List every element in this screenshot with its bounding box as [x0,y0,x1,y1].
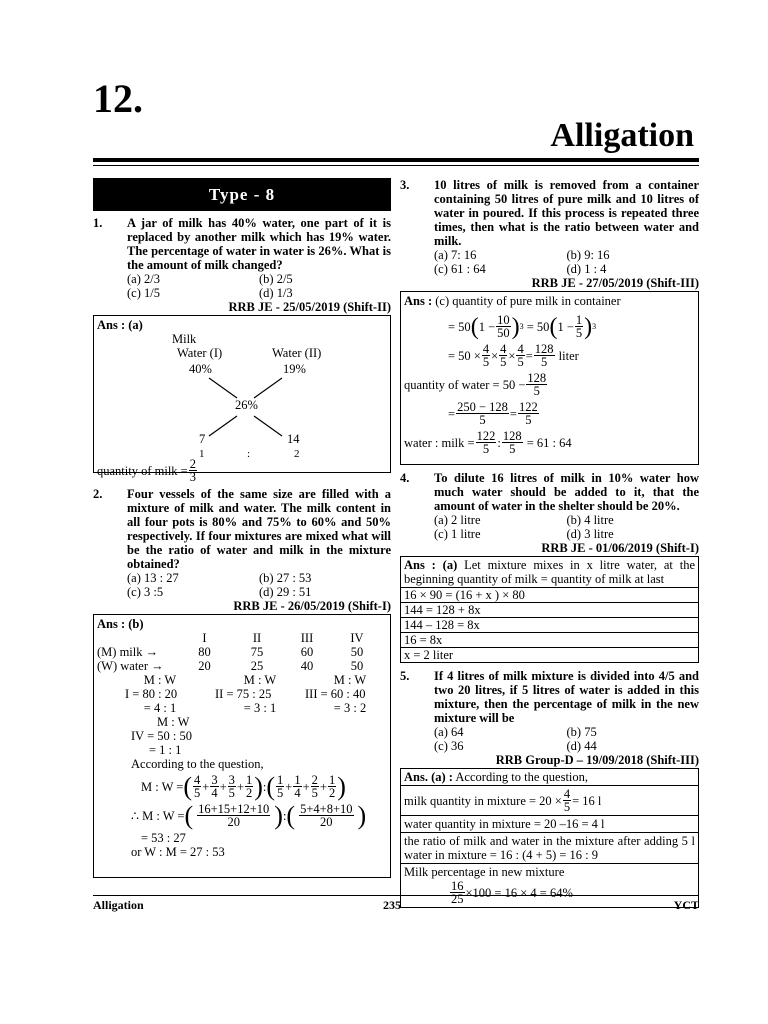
option: (c) 61 : 64 [434,262,486,276]
numerator: 1 [328,773,336,787]
answer-5 [400,768,699,908]
fraction [299,803,353,828]
options-4 [400,513,699,541]
mw-eq-label: M : W = [141,779,184,794]
according-text: According to the question, [131,757,264,771]
denominator: 4 [294,786,301,800]
option: (b) 9: 16 [566,248,610,262]
option: (d) 29 : 51 [259,585,312,599]
ratio-line: II = 75 : 25 [215,687,272,701]
numerator: 4 [563,787,571,801]
diff-2: 14 [287,432,300,446]
expr-text: = 16 l [572,793,602,808]
numerator: 1 [294,773,301,787]
fraction [228,774,236,799]
option: (d) 3 litre [566,527,614,541]
answer-2 [93,614,391,878]
question-number: 1. [93,216,103,230]
answer-head: Ans. (a) : [404,770,453,784]
option: (a) 64 [434,725,464,739]
mw-label-4: M : W [157,715,190,729]
denominator: 5 [575,326,583,340]
option: (d) 1 : 4 [566,262,607,276]
ratio-simplified: = 3 : 1 [243,701,277,715]
milk-quantity [401,785,698,815]
numerator: 122 [518,400,538,414]
answer-head: Ans : [404,294,433,308]
exponent: 3 [519,321,524,331]
fraction [534,343,555,368]
page-number: 235 [383,898,401,912]
fraction [193,774,201,799]
denominator: 5 [311,786,318,800]
answer-head: Ans : (a) [97,318,143,332]
option: (b) 75 [566,725,597,739]
milk-label: Milk [172,332,197,346]
question-5 [400,669,699,725]
denominator: 5 [525,413,532,427]
denominator: 20 [227,815,240,829]
option: (b) 27 : 53 [259,571,312,585]
mix-percent: 26% [235,398,258,412]
denominator: 5 [194,786,201,800]
cell: 50 [350,645,364,659]
denominator: 25 [451,892,464,906]
footer-publisher: YCT [673,898,699,912]
source-2: RRB JE - 26/05/2019 (Shift-I) [233,599,391,613]
diff-1: 7 [199,432,206,446]
cell: 80 [198,645,211,659]
source-4: RRB JE - 01/06/2019 (Shift-I) [541,541,699,555]
denominator: 20 [320,815,333,829]
fraction [516,343,524,368]
denominator: 50 [497,326,510,340]
fraction [496,314,511,339]
denominator: 5 [533,384,540,398]
work-line: x = 2 liter [401,647,698,662]
fraction [197,803,270,828]
mw-label: M : W [143,673,177,687]
cell: 75 [250,645,264,659]
numerator: 4 [482,342,490,356]
expr-text: 1 − [557,319,574,334]
denominator: 5 [517,355,524,369]
numerator: 128 [534,342,554,356]
expr-text: = 50 [448,319,471,334]
source-3: RRB JE - 27/05/2019 (Shift-III) [531,276,699,290]
option: (b) 4 litre [566,513,614,527]
exponent: 3 [592,321,597,331]
fraction [518,401,539,426]
col-header: I [202,631,207,645]
option: (d) 1/3 [259,286,293,300]
percentage-calc [401,880,698,907]
denominator: 5 [563,800,571,814]
work-line: 16 = 8x [401,632,698,647]
denominator: 5 [277,786,284,800]
expr-text: milk quantity in mixture = [404,793,537,808]
fraction [210,774,218,799]
fraction [450,880,465,905]
expr-text: ×100 = 16 × 4 = 64% [465,885,573,900]
cell: 25 [250,659,264,673]
options-2 [93,571,391,599]
left-column [93,178,391,878]
ratio-block [97,673,387,715]
question-2 [93,487,391,571]
fraction [189,458,197,483]
numerator: 122 [476,429,496,443]
water-quantity: water quantity in mixture = 20 –16 = 4 l [401,815,698,832]
option: (b) 2/5 [259,272,293,286]
question-text: A jar of milk has 40% water, one part of it is replaced by another milk which has 19% water. The percentage of water in water is 26%. What is the amount of milk changed? [127,216,391,272]
cell: 50 [350,659,364,673]
fraction [311,774,319,799]
expr-5: water : milk = $\frac{122}{5}$ : $\frac{128}{5}$ = 61 : 64 [404,429,572,456]
fraction [502,430,523,455]
fraction [456,401,509,426]
fraction [245,774,253,799]
option: (c) 3 :5 [127,585,164,599]
numerator: 3 [211,773,218,787]
numerator: 250 − 128 [457,400,508,414]
fraction [563,788,571,813]
percent-2: 19% [283,362,306,376]
cell: 40 [300,659,314,673]
row-label: (W) water → [97,659,164,673]
question-number: 5. [400,669,410,683]
expr-1: = 50 ( 1 − $\frac{10}{50}$ ) 3 = 50 ( 1 − $\frac{1}{5}$ ) 3 [448,313,597,340]
ratio-1: 1 [199,448,205,460]
expr-text: 1 − [478,319,496,334]
ratio-simplified: = 3 : 2 [333,701,367,715]
option: (a) 2/3 [127,272,160,286]
fraction [476,430,497,455]
right-column [400,178,699,908]
question-3 [400,178,699,248]
answer-text: Let mixture mixes in x litre water, at the beginning quantity of milk = quantity of milk at last [404,558,695,586]
thus-label: ∴ M : W = [131,808,185,823]
ratio-simplified: = 4 : 1 [143,701,177,715]
answer-head: Ans : (a) [404,558,458,572]
cell: 20 [198,659,211,673]
option: (a) 2 litre [434,513,481,527]
mw-label: M : W [333,673,367,687]
col-header: II [252,631,262,645]
ratio-line: I = 80 : 20 [125,687,178,701]
answer-text: According to the question, [455,770,589,784]
option: (c) 1 litre [434,527,481,541]
answer-1 [93,315,391,484]
unit: liter [558,348,579,363]
water-2-label: Water (II) [272,346,322,360]
col-header: IV [350,631,364,645]
fraction [499,343,507,368]
question-text: 10 litres of milk is removed from a container containing 50 litres of pure milk and 10 litres of water in poured. If this process is repeated three times, then what is the ratio between water and milk. [434,178,699,248]
expr-3 [404,372,695,397]
ratio-simplified-4: = 1 : 1 [149,743,182,757]
numerator: 128 [502,429,522,443]
numerator: 16 [451,879,464,893]
fraction [293,774,301,799]
title-rule-thin [93,165,699,166]
answer-text: (c) quantity of pure milk in container [435,294,621,308]
options-1 [93,272,391,300]
numerator: 4 [500,342,507,356]
option: (a) 13 : 27 [127,571,179,585]
expr-2: = 50 × $\frac{4}{5}$ × $\frac{4}{5}$ × $\frac{4}{5}$ = $\frac{128}{5}$ liter [448,342,579,369]
fraction [526,372,547,397]
source-1: RRB JE - 25/05/2019 (Shift-II) [228,300,391,314]
expr-text: water : milk = [404,435,475,450]
denominator: 5 [228,786,235,800]
expr-text: = 50 × [448,348,481,363]
question-text: To dilute 16 litres of milk in 10% water how much water should be added to it, that the amount of water in the shelter should be 20%. [434,471,699,513]
row-label: (M) milk → [97,645,159,659]
numerator: 5+4+8+10 [300,802,353,816]
fraction [482,343,490,368]
source-5: RRB Group-D – 19/09/2018 (Shift-III) [495,753,699,767]
options-3 [400,248,699,276]
ratio-2: 2 [294,448,300,460]
numerator: 1 [277,773,284,787]
expr-4: = $\frac{250 - 128}{5}$ = $\frac{122}{5}$ [448,400,538,427]
numerator: 4 [517,342,524,356]
denominator: 5 [482,442,490,456]
percentage-text: Milk percentage in new mixture [401,863,698,880]
percent-1: 40% [189,362,212,376]
denominator: 2 [245,786,253,800]
expr-text: quantity of water [404,377,490,392]
option: (a) 7: 16 [434,248,477,262]
answer-head: Ans : (b) [97,617,144,631]
result-alt: or W : M = 27 : 53 [131,845,225,859]
denominator: 5 [509,442,516,456]
expr-text: 20 × [539,793,562,808]
denominator: 5 [541,355,548,369]
answer-3 [400,291,699,465]
expr-text: = 50 [526,319,550,334]
col-header: III [300,631,314,645]
options-5 [400,725,699,753]
numerator: 3 [228,773,235,787]
ratio-line: III = 60 : 40 [305,687,366,701]
mw-expression: M : W = ( $\frac{4}{5}$ + $\frac{3}{4}$ + $\frac{3}{5}$ + $\frac{1}{2}$ ) : ( $\frac{1}{5}$ + $\frac{1}{4}$ + $\frac{2}{5}$ + $\frac{1}{2}$ ) [141,771,346,801]
result: = 53 : 27 [141,831,186,845]
fraction [276,774,284,799]
mw-label: M : W [243,673,277,687]
denominator: 4 [211,786,218,800]
denominator: 5 [500,355,507,369]
expr-text: = 50 − [492,377,526,392]
numerator: 4 [194,773,201,787]
numerator: 1 [575,313,583,327]
chapter-number: 12. [93,76,143,121]
chapter-title: Alligation [550,117,694,154]
numerator: 128 [527,371,547,385]
numerator: 10 [497,313,510,327]
question-number: 2. [93,487,103,501]
fraction [575,314,583,339]
answer-4 [400,556,699,663]
denominator: 3 [189,470,196,484]
ratio-colon: : [247,448,251,460]
expr-text: = 61 : 64 [526,435,572,450]
question-4 [400,471,699,513]
water-1-label: Water (I) [177,346,223,360]
numerator: 16+15+12+10 [198,802,270,816]
thus-expression: ∴ M : W = ( $\frac{16+15+12+10}{20}$ ) : ( $\frac{5+4+8+10}{20}$ ) [131,800,367,830]
quantity-of-milk [97,458,198,483]
option: (d) 44 [566,739,597,753]
denominator: 2 [328,786,336,800]
denominator: 5 [479,413,486,427]
work-line: 16 × 90 = (16 + x ) × 80 [401,587,698,602]
type-banner: Type - 8 [93,178,391,211]
ratio-line-4: IV = 50 : 50 [131,729,192,743]
milk-row [97,645,387,659]
work-line: 144 – 128 = 8x [401,617,698,632]
numerator: 2 [311,773,318,787]
numerator: 2 [189,457,196,471]
footer-chapter: Alligation [93,898,144,912]
fraction [328,774,336,799]
question-number: 4. [400,471,410,485]
ratio-text: the ratio of milk and water in the mixture after adding 5 l water in mixture = 16 : (4 + 5) = 16 : 9 [401,832,698,863]
title-rule [93,158,699,162]
work-line: 144 = 128 + 8x [401,602,698,617]
question-number: 3. [400,178,410,192]
denominator: 5 [482,355,490,369]
option: (c) 36 [434,739,464,753]
cell: 60 [300,645,314,659]
numerator: 1 [245,773,253,787]
question-text: Four vessels of the same size are filled with a mixture of milk and water. The milk content in all four pots is 80% and 75% to 60% and 50% respectively. If four mixtures are mixed what will be the ratio of water and milk in the mixture obtained? [127,487,391,571]
option: (c) 1/5 [127,286,160,300]
question-1 [93,216,391,272]
vessel-headers [97,631,387,645]
water-row [97,659,387,673]
question-text: If 4 litres of milk mixture is divided into 4/5 and two 20 litres, if 5 litres of water is added in this mixture, then the percentage of milk in the new mixture will be [434,669,699,725]
quantity-label: quantity of milk = [97,463,188,478]
